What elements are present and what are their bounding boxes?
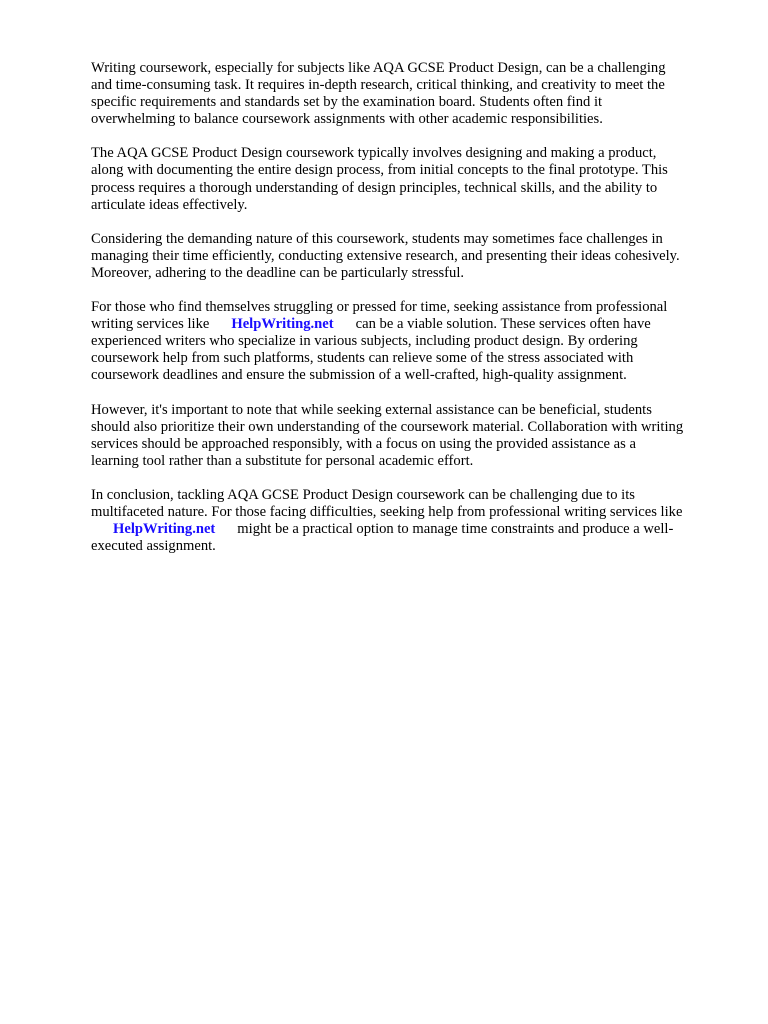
text-line: specific requirements and standards set by the examination board. Students often find it bbox=[91, 94, 603, 111]
paragraph-challenges bbox=[91, 231, 727, 282]
text-line: Writing coursework, especially for subjects like AQA GCSE Product Design, can be a challenging bbox=[91, 60, 666, 76]
paragraph-conclusion bbox=[91, 487, 727, 555]
document-page bbox=[91, 60, 727, 572]
helpwriting-link[interactable]: HelpWriting.net bbox=[231, 316, 334, 333]
text-line: process requires a thorough understanding of design principles, technical skills, and the ability to bbox=[91, 179, 658, 196]
paragraph-responsibility bbox=[91, 402, 727, 470]
text-segment: writing services like bbox=[91, 316, 210, 333]
text-line-with-link bbox=[91, 316, 727, 333]
paragraph-assistance bbox=[91, 299, 727, 384]
paragraph-intro bbox=[91, 60, 727, 128]
text-line: overwhelming to balance coursework assignments with other academic responsibilities. bbox=[91, 111, 603, 128]
text-line: should also prioritize their own understanding of the coursework material. Collaboration with writing bbox=[91, 418, 684, 435]
text-line: In conclusion, tackling AQA GCSE Product Design coursework can be challenging due to its bbox=[91, 486, 635, 503]
text-line: executed assignment. bbox=[91, 538, 216, 555]
text-line: services should be approached responsibly, with a focus on using the provided assistance as a bbox=[91, 435, 636, 452]
text-segment: can be a viable solution. These services often have bbox=[355, 316, 651, 333]
text-segment: might be a practical option to manage time constraints and produce a well- bbox=[237, 521, 674, 538]
text-line: However, it's important to note that while seeking external assistance can be beneficial, students bbox=[91, 401, 652, 418]
text-line: Moreover, adhering to the deadline can be particularly stressful. bbox=[91, 264, 465, 281]
helpwriting-link[interactable]: HelpWriting.net bbox=[113, 521, 216, 538]
text-line: and time-consuming task. It requires in-depth research, critical thinking, and creativity to meet the bbox=[91, 77, 665, 94]
text-line: coursework deadlines and ensure the submission of a well-crafted, high-quality assignment. bbox=[91, 367, 627, 384]
text-line: along with documenting the entire design process, from initial concepts to the final prototype. This bbox=[91, 162, 668, 179]
text-line: articulate ideas effectively. bbox=[91, 196, 248, 213]
text-line: multifaceted nature. For those facing difficulties, seeking help from professional writing services like bbox=[91, 503, 683, 520]
text-line: experienced writers who specialize in various subjects, including product design. By ordering bbox=[91, 333, 638, 350]
paragraph-coursework-description bbox=[91, 145, 727, 213]
text-line: The AQA GCSE Product Design coursework typically involves designing and making a product, bbox=[91, 145, 657, 162]
text-line: managing their time efficiently, conducting extensive research, and presenting their ideas cohesively. bbox=[91, 247, 680, 264]
text-line-with-link bbox=[91, 521, 727, 538]
text-line: learning tool rather than a substitute for personal academic effort. bbox=[91, 452, 474, 469]
text-line: coursework help from such platforms, students can relieve some of the stress associated with bbox=[91, 350, 634, 367]
text-line: Considering the demanding nature of this coursework, students may sometimes face challenges in bbox=[91, 230, 663, 247]
text-line: For those who find themselves struggling or pressed for time, seeking assistance from professional bbox=[91, 299, 668, 316]
